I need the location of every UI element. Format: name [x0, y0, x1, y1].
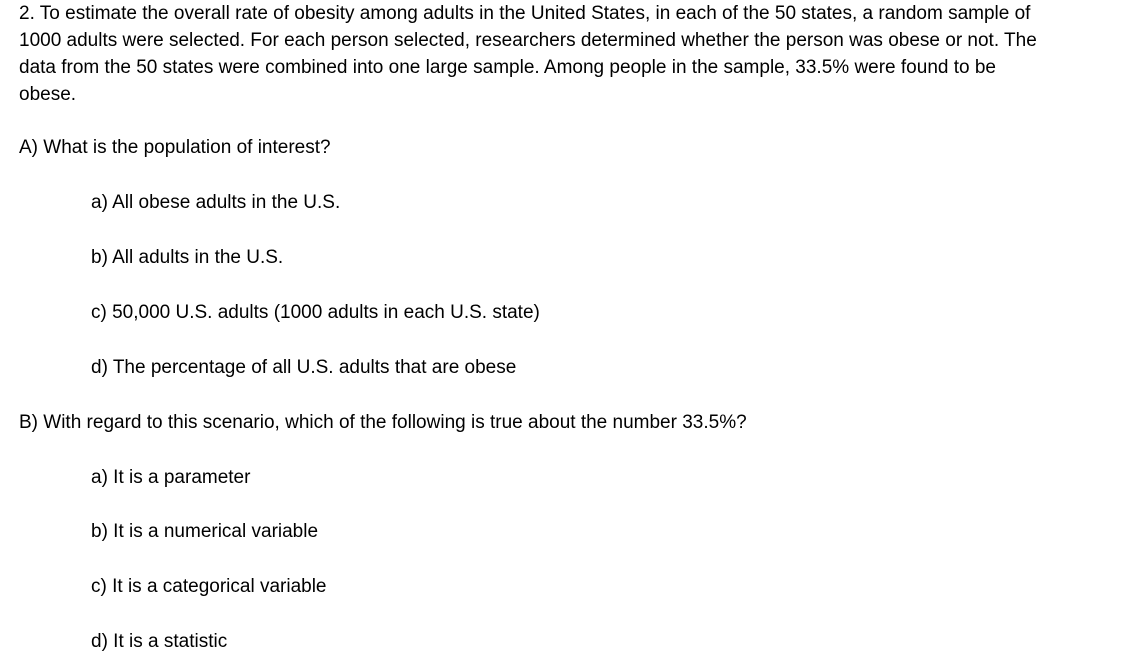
question-a-option-a: a) All obese adults in the U.S. [91, 192, 341, 213]
question-b-option-b: b) It is a numerical variable [91, 521, 319, 542]
question-b-option-a: a) It is a parameter [91, 467, 251, 488]
question-b-option-d: d) It is a statistic [91, 631, 228, 652]
problem-statement: 2. To estimate the overall rate of obesity among adults in the United States, in each of the 50 states, a random sample of 1000 adults were selected. For each person selected, researchers determined whether the person was obese or not. The data from the 50 states were combined into one large sample. Among people in the sample, 33.5% were found to be obese. [19, 3, 1037, 105]
question-a-option-c: c) 50,000 U.S. adults (1000 adults in each U.S. state) [91, 302, 540, 323]
question-b-prompt: B) With regard to this scenario, which of the following is true about the number 33.5%? [19, 412, 747, 433]
question-a-prompt: A) What is the population of interest? [19, 137, 331, 158]
question-a-option-d: d) The percentage of all U.S. adults that are obese [91, 357, 517, 378]
question-a-option-b: b) All adults in the U.S. [91, 247, 284, 268]
question-b-option-c: c) It is a categorical variable [91, 576, 327, 597]
